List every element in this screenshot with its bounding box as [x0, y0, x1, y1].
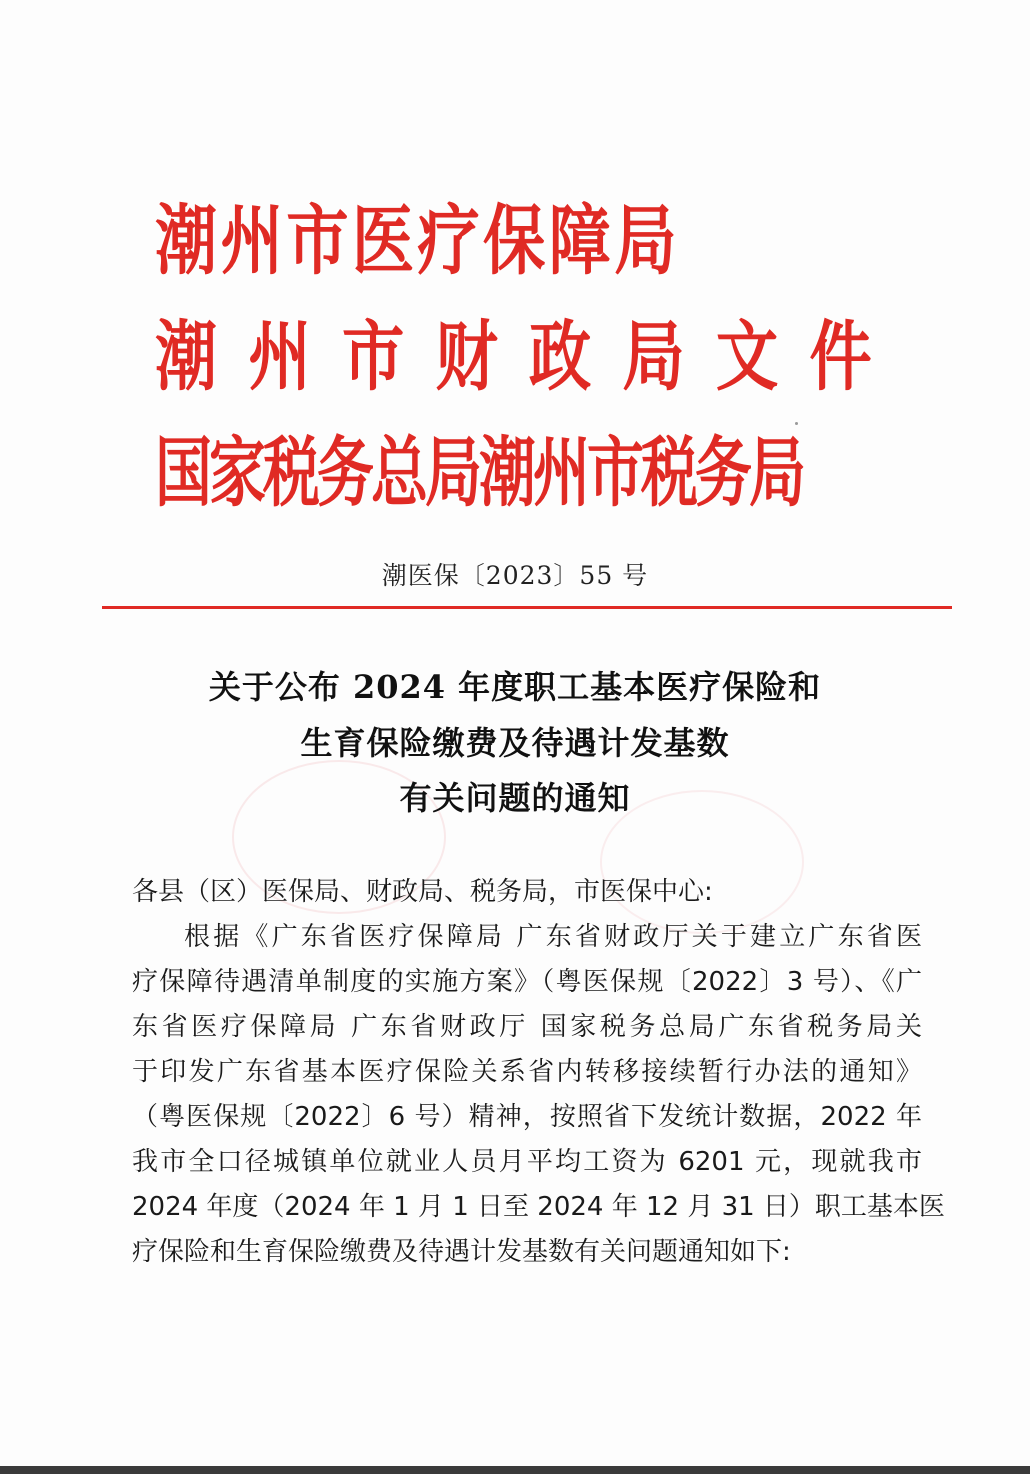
document-number: 潮医保〔2023〕55 号: [381, 561, 649, 590]
paragraph-line: 根据《广东省医疗保障局 广东省财政厅关于建立广东省医: [184, 922, 922, 952]
issuer-line-medical-security-bureau: 潮州市医疗保障局: [155, 196, 680, 285]
notice-title-line: 关于公布 2024 年度职工基本医疗保险和: [208, 668, 822, 706]
salutation: 各县（区）医保局、财政局、税务局，市医保中心:: [132, 877, 713, 907]
issuer-line-finance-bureau-document: 潮州市财政局文件: [155, 312, 903, 401]
paragraph-line: 疗保险和生育保险缴费及待遇计发基数有关问题通知如下:: [132, 1237, 791, 1267]
paragraph-line: 东省医疗保障局 广东省财政厅 国家税务总局广东省税务局关: [132, 1012, 922, 1042]
paragraph-line: 于印发广东省基本医疗保险关系省内转移接续暂行办法的通知》: [132, 1057, 922, 1087]
viewer-bottom-edge: [0, 1466, 1030, 1474]
issuer-line-tax-bureau: 国家税务总局潮州市税务局: [155, 428, 803, 517]
notice-title-line: 有关问题的通知: [399, 779, 631, 817]
paragraph-line: 疗保障待遇清单制度的实施方案》（粤医保规〔2022〕3 号）、《广: [132, 967, 922, 997]
scan-speck: [795, 422, 798, 425]
paragraph-line: （粤医保规〔2022〕6 号）精神，按照省下发统计数据，2022 年: [132, 1102, 922, 1132]
notice-title-line: 生育保险缴费及待遇计发基数: [300, 724, 730, 762]
red-divider-line: [102, 606, 952, 609]
paragraph-line: 我市全口径城镇单位就业人员月平均工资为 6201 元，现就我市: [132, 1147, 922, 1177]
notice-body: [132, 870, 945, 1275]
paragraph-line: 2024 年度（2024 年 1 月 1 日至 2024 年 12 月 31 日）职工基本医: [132, 1192, 945, 1222]
